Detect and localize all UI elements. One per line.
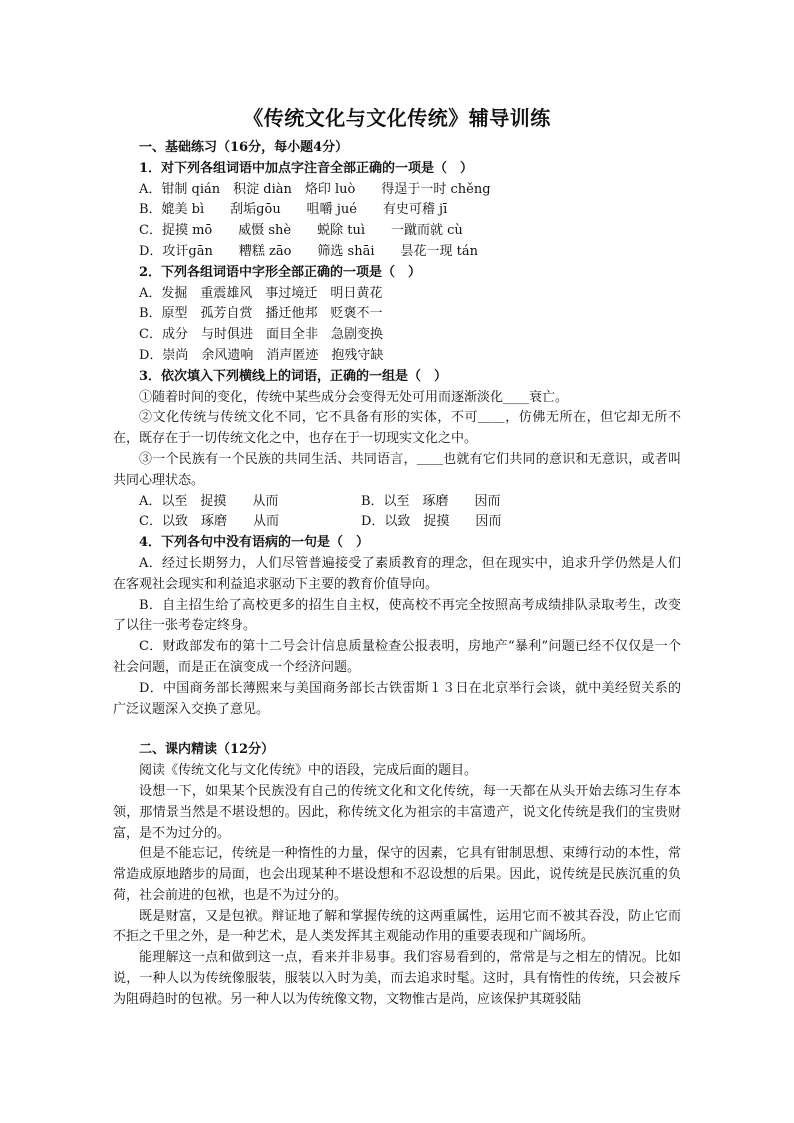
reading-intro: 阅读《传统文化与文化传统》中的语段，完成后面的题目。 xyxy=(139,763,478,779)
section-spacer xyxy=(113,720,681,740)
question-3-sentence-1: ①随着时间的变化，传统中某些成分会变得无处可用而逐渐淡化____衰亡。 xyxy=(139,389,569,405)
question-2-stem: 2．下列各组词语中字形全部正确的一项是（ ） xyxy=(139,264,422,280)
reading-paragraph-2: 但是不能忘记，传统是一种惰性的力量，保守的因素，它具有钳制思想、束缚行动的本性，常常造成原地踏步的局面，也会出现某种不堪设想和不忍设想的后果。因此，说传统是民族沉重的负荷，社会前进的包袱，也是不为过分的。 xyxy=(113,846,681,903)
section-2-heading: 二、课内精读（12分） xyxy=(139,742,275,758)
question-4-option-a: A．经过长期努力，人们尽管普遍接受了素质教育的理念，但在现实中，追求升学仍然是人们在客观社会现实和利益追求驱动下主要的教育价值导向。 xyxy=(113,555,681,592)
question-3-stem: 3．依次填入下列横线上的词语，正确的一组是（ ） xyxy=(139,368,448,384)
question-1-option-c: C．捉摸 mō 威慑 shè 蜕除 tuì 一蹴而就 cù xyxy=(139,223,463,239)
question-2-option-a: A．发掘 重震雄风 事过境迁 明日黄花 xyxy=(139,285,383,301)
question-2-option-d: D．崇尚 余风遗响 消声匿迹 抱残守缺 xyxy=(139,347,384,363)
question-4-option-d: D．中国商务部长薄熙来与美国商务部长古铁雷斯１３日在北京举行会谈，就中美经贸关系的广泛议题深入交换了意见。 xyxy=(113,680,681,717)
question-4-option-c: C．财政部发布的第十二号会计信息质量检查公报表明，房地产“暴利”问题已经不仅仅是一个社会问题，而是正在演变成一个经济问题。 xyxy=(113,639,681,675)
question-1-option-a: A．钳制 qián 积淀 diàn 烙印 luò 得逞于一时 chěng xyxy=(139,181,491,197)
question-3-options-row-1 xyxy=(113,492,681,513)
question-3-option-c: C．以致 琢磨 从而 xyxy=(139,514,279,530)
question-4-option-b: B．自主招生给了高校更多的招生自主权，使高校不再完全按照高考成绩排队录取考生，改变了以往一张考卷定终身。 xyxy=(113,597,681,634)
question-3-sentence-3: ③一个民族有一个民族的共同生活、共同语言，＿＿也就有它们共同的意识和无意识，或者叫共同心理状态。 xyxy=(113,451,681,488)
question-1-option-d: D．攻讦ɡān 糟糕 zāo 筛选 shāi 昙花一现 tán xyxy=(139,243,478,259)
question-4-stem: 4．下列各句中没有语病的一句是（ ） xyxy=(139,535,370,551)
question-3-option-d: D．以致 捉摸 因而 xyxy=(361,514,502,530)
question-2-option-b: B．原型 孤芳自赏 播迁他邦 贬褒不一 xyxy=(139,306,383,322)
reading-paragraph-1: 设想一下，如果某个民族没有自己的传统文化和文化传统，每一天都在从头开始去练习生存本领，那情景当然是不堪设想的。因此，称传统文化为祖宗的丰富遗产，说文化传统是我们的宝贵财富，是不为过分的。 xyxy=(113,783,681,841)
document-page xyxy=(113,100,681,1011)
question-1-option-b: B．媲美 bì 刮垢ɡōu 咀嚼 jué 有史可稽 jī xyxy=(139,202,448,218)
question-2-option-c: C．成分 与时俱进 面目全非 急剧变换 xyxy=(139,327,383,343)
question-3-options-row-2 xyxy=(113,512,681,533)
reading-paragraph-3: 既是财富，又是包袱。辩证地了解和掌握传统的这两重属性，运用它而不被其吞没，防止它而不拒之千里之外，是一种艺术，是人类发挥其主观能动作用的重要表现和广阔场所。 xyxy=(113,908,681,945)
question-3-sentence-2: ②文化传统与传统文化不同，它不具备有形的实体，不可＿＿，仿佛无所在，但它却无所不在，既存在于一切传统文化之中，也存在于一切现实文化之中。 xyxy=(113,410,681,447)
question-1-stem: 1．对下列各组词语中加点字注音全部正确的一项是（ ） xyxy=(139,160,474,176)
reading-paragraph-4: 能理解这一点和做到这一点，看来并非易事。我们容易看到的，常常是与之相左的情况。比如说，一种人以为传统像服装，服装以入时为美，而去追求时髦。这时，具有惰性的传统，只会被斥为阻碍趋时的包袱。另一种人以为传统像文物，文物惟古是尚，应该保护其斑驳陆 xyxy=(113,950,681,1007)
question-3-option-b: B．以至 琢磨 因而 xyxy=(361,493,501,509)
section-1-heading: 一、基础练习（16分，每小题4分） xyxy=(139,140,349,155)
question-3-option-a: A．以至 捉摸 从而 xyxy=(139,493,279,509)
document-title: 《传统文化与文化传统》辅导训练 xyxy=(243,106,551,130)
